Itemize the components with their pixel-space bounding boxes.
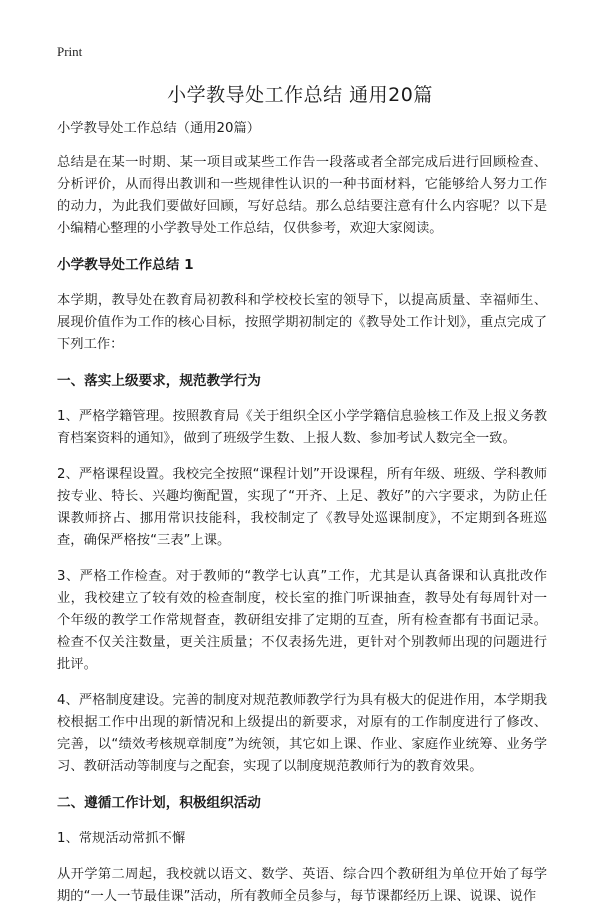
part-heading-2: 二、遵循工作计划，积极组织活动 bbox=[57, 795, 261, 811]
item-paragraph-4: 4、严格制度建设。完善的制度对规范教师教学行为具有极大的促进作用，本学期我校根据工作中出现的新情况和上级提出的新要求，对原有的工作制度进行了修改、完善，以“绩效考核规章制度”为统领，其它如上课、作业、家庭作业统筹、业务学习、教研活动等制度与之配套，实现了以制度规范教师行为的教育效果。 bbox=[57, 693, 547, 774]
section-heading-1: 小学教导处工作总结 1 bbox=[57, 257, 194, 273]
part-heading-1: 一、落实上级要求，规范教学行为 bbox=[57, 373, 261, 389]
intro-paragraph: 总结是在某一时期、某一项目或某些工作告一段落或者全部完成后进行回顾检查、分析评价，从而得出教训和一些规律性认识的一种书面材料，它能够给人努力工作的动力，为此我们要做好回顾，写好总结。那么总结要注意有什么内容呢？以下是小编精心整理的小学教导处工作总结，仅供参考，欢迎大家阅读。 bbox=[57, 155, 547, 236]
section-intro-paragraph: 本学期，教导处在教育局初教科和学校校长室的领导下，以提高质量、幸福师生、展现价值作为工作的核心目标，按照学期初制定的《教导处工作计划》，重点完成了下列工作： bbox=[57, 293, 547, 352]
part2-item-1: 1、常规活动常抓不懈 bbox=[57, 831, 186, 846]
print-label[interactable]: Print bbox=[57, 44, 83, 59]
document-subtitle: 小学教导处工作总结（通用20篇） bbox=[57, 121, 261, 136]
part2-paragraph: 从开学第二周起，我校就以语文、数学、英语、综合四个教研组为单位开始了每学期的“一人一节最佳课”活动，所有教师全员参与，每节课都经历上课、说课、说作 bbox=[57, 867, 547, 904]
document-body bbox=[57, 118, 547, 922]
item-paragraph-3: 3、严格工作检查。对于教师的“教学七认真”工作，尤其是认真备课和认真批改作业，我校建立了较有效的检查制度，校长室的推门听课抽查，教导处有每周针对一个年级的教学工作常规督查，教研组安排了定期的互查，所有检查都有书面记录。检查不仅关注数量，更关注质量；不仅表扬先进，更针对个别教师出现的问题进行批评。 bbox=[57, 569, 547, 672]
document-title: 小学教导处工作总结 通用20篇 bbox=[167, 84, 433, 106]
item-paragraph-1: 1、严格学籍管理。按照教育局《关于组织全区小学学籍信息验核工作及上报义务教育档案资料的通知》，做到了班级学生数、上报人数、参加考试人数完全一致。 bbox=[57, 409, 547, 446]
item-paragraph-2: 2、严格课程设置。我校完全按照“课程计划”开设课程，所有年级、班级、学科教师按专业、特长、兴趣均衡配置，实现了“开齐、上足、教好”的六字要求，为防止任课教师挤占、挪用常识技能科，我校制定了《教导处巡课制度》，不定期到各班巡查，确保严格按“三表”上课。 bbox=[57, 467, 547, 548]
